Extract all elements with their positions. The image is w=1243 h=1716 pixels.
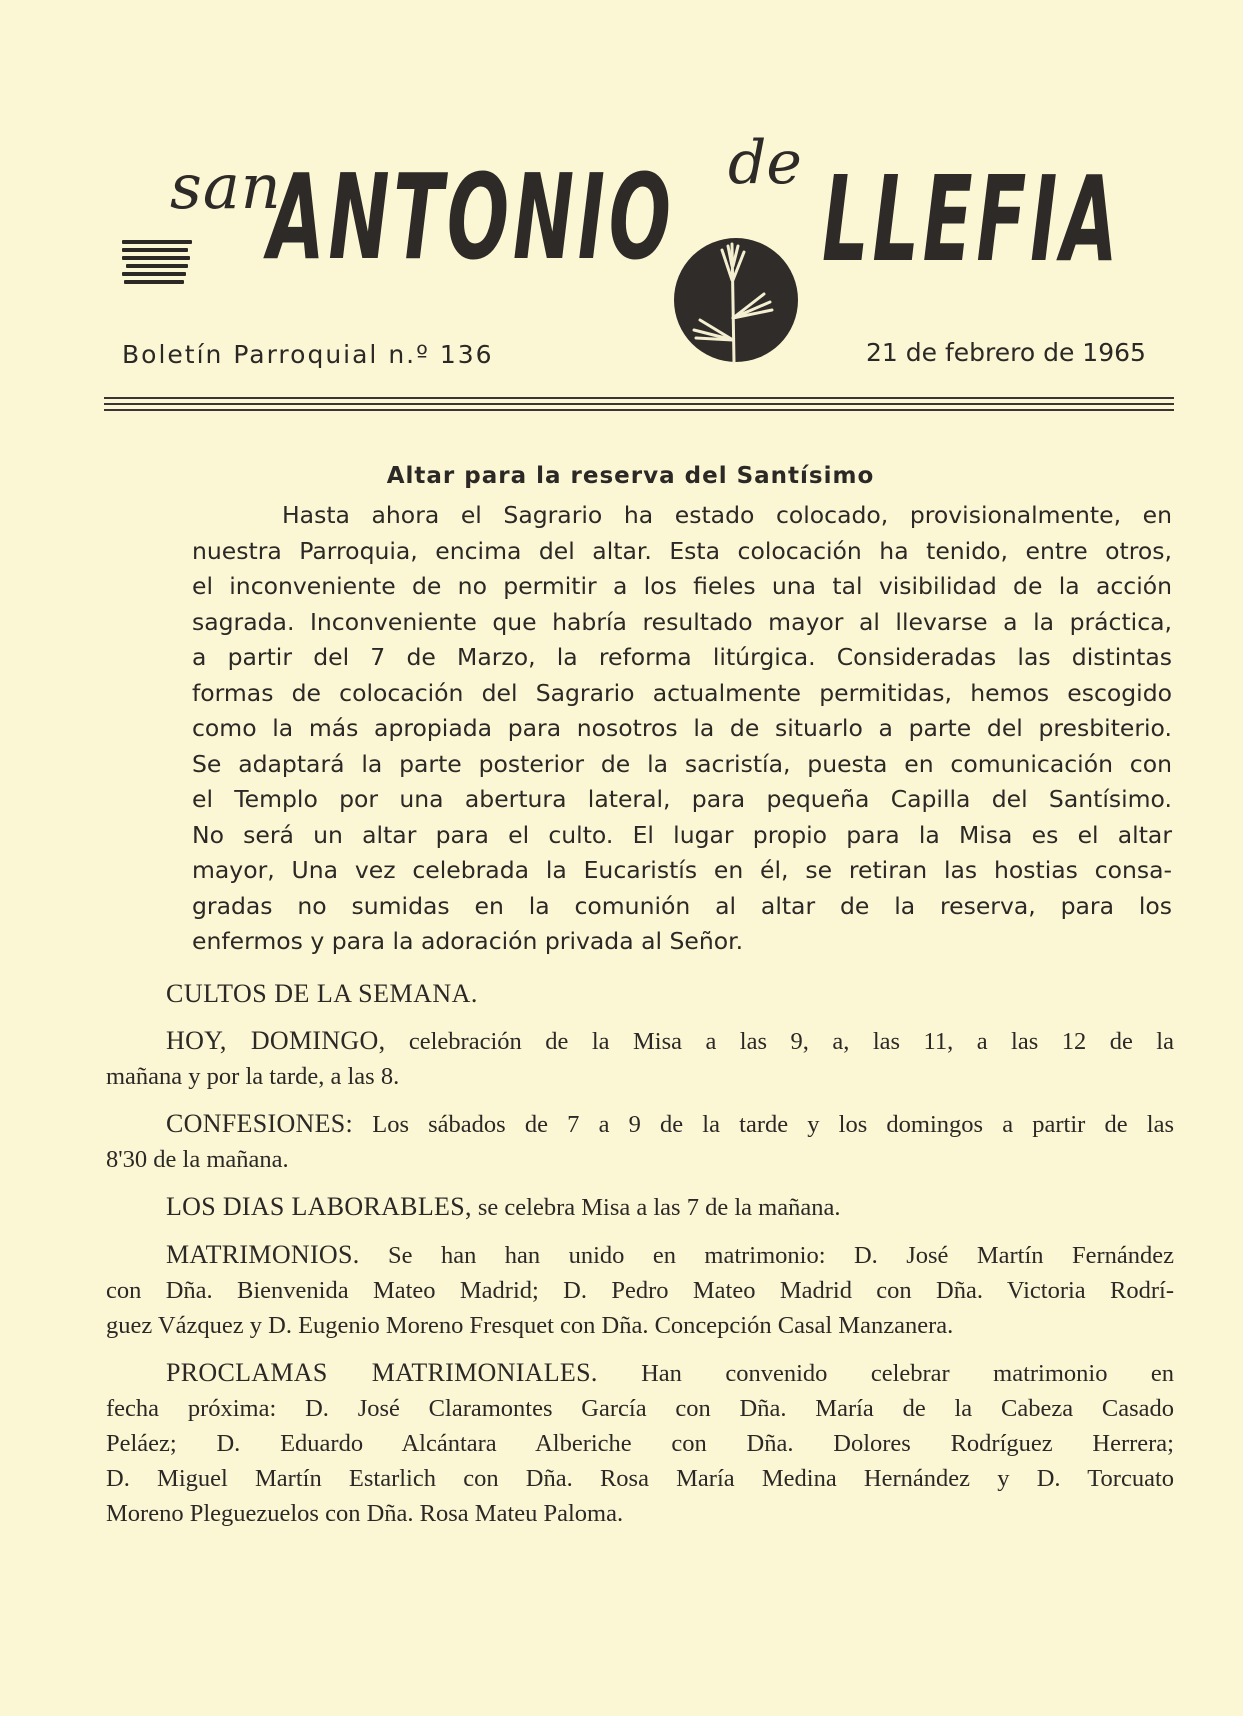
title-de: de <box>728 128 802 198</box>
article-line: mayor, Una vez celebrada la Eucaristís en él, se retiran las hostias consa- <box>192 856 1172 884</box>
masthead <box>0 0 1243 410</box>
article-line: nuestra Parroquia, encima del altar. Esta colocación ha tenido, entre otros, <box>192 536 1172 565</box>
stripes-ornament-icon <box>122 240 192 288</box>
article-title: Altar para la reserva del Santísimo <box>386 463 875 490</box>
notice-text: Los sábados de 7 a 9 de la tarde y los domingos a partir de las <box>353 1111 1174 1138</box>
notice-lead: PROCLAMAS MATRIMONIALES. <box>166 1358 598 1387</box>
notice-text: guez Vázquez y D. Eugenio Moreno Fresquet con Dña. Concepción Casal Manzanera. <box>106 1312 954 1339</box>
notice-text: celebración de la Misa a las 9, a, las 11, a las 12 de la <box>385 1028 1174 1055</box>
header-divider <box>104 397 1174 415</box>
notice-weekdays <box>106 1189 1174 1225</box>
notices-heading: CULTOS DE LA SEMANA. <box>166 979 478 1008</box>
notice-text: se celebra Misa a las 7 de la mañana. <box>471 1194 841 1221</box>
notice-lead: MATRIMONIOS. <box>166 1240 360 1269</box>
article-line: Se adaptará la parte posterior de la sacristía, puesta en comunicación con <box>192 749 1172 778</box>
notice-marriages <box>106 1237 1174 1343</box>
notice-text: Se han han unido en matrimonio: D. José Martín Fernández <box>359 1242 1174 1269</box>
article-line: Hasta ahora el Sagrario ha estado colocado, provisionalmente, en <box>282 501 1172 529</box>
title-llefia: LLEFIA <box>822 150 1122 288</box>
article-line: el inconveniente de no permitir a los fieles una tal visibilidad de la acción <box>192 572 1172 600</box>
article-line: formas de colocación del Sagrario actualmente permitidas, hemos escogido <box>192 678 1172 707</box>
article-line: a partir del 7 de Marzo, la reforma litúrgica. Consideradas las distintas <box>192 643 1172 671</box>
bulletin-date: 21 de febrero de 1965 <box>866 338 1146 367</box>
notice-text: fecha próxima: D. José Claramontes García con Dña. María de la Cabeza Casado <box>106 1395 1174 1422</box>
sprout-emblem-icon <box>672 236 800 364</box>
notice-text: Han convenido celebrar matrimonio en <box>597 1360 1175 1387</box>
notice-lead: LOS DIAS LABORABLES, <box>166 1192 472 1221</box>
article-body <box>192 498 1172 960</box>
title-antonio: ANTONIO <box>268 148 675 286</box>
notice-text: con Dña. Bienvenida Mateo Madrid; D. Pedro Mateo Madrid con Dña. Victoria Rodrí- <box>106 1277 1174 1304</box>
weekly-notices <box>106 976 1174 1543</box>
notice-lead: HOY, DOMINGO, <box>166 1026 386 1055</box>
notice-text: mañana y por la tarde, a las 8. <box>106 1063 400 1090</box>
notice-text: Moreno Pleguezuelos con Dña. Rosa Mateu Paloma. <box>106 1500 624 1527</box>
article-line: el Templo por una abertura lateral, para pequeña Capilla del Santísimo. <box>192 785 1172 813</box>
notice-text: 8'30 de la mañana. <box>106 1146 289 1173</box>
article-line: sagrada. Inconveniente que habría resultado mayor al llevarse a la práctica, <box>192 607 1172 636</box>
article-line: enfermos y para la adoración privada al Señor. <box>192 927 744 955</box>
notice-sunday <box>106 1023 1174 1094</box>
notice-proclamations <box>106 1355 1174 1531</box>
notice-text: D. Miguel Martín Estarlich con Dña. Rosa María Medina Hernández y D. Torcuato <box>106 1465 1174 1492</box>
article-line: gradas no sumidas en la comunión al altar de la reserva, para los <box>192 891 1172 920</box>
article-line: como la más apropiada para nosotros la de situarlo a parte del presbiterio. <box>192 714 1172 742</box>
notice-confessions <box>106 1106 1174 1177</box>
notice-lead: CONFESIONES: <box>166 1109 354 1138</box>
article-line: No será un altar para el culto. El lugar propio para la Misa es el altar <box>192 820 1172 849</box>
notice-text: Peláez; D. Eduardo Alcántara Alberiche con Dña. Dolores Rodríguez Herrera; <box>106 1430 1174 1457</box>
bulletin-number: Boletín Parroquial n.º 136 <box>122 340 494 369</box>
title-san: san <box>170 150 282 223</box>
